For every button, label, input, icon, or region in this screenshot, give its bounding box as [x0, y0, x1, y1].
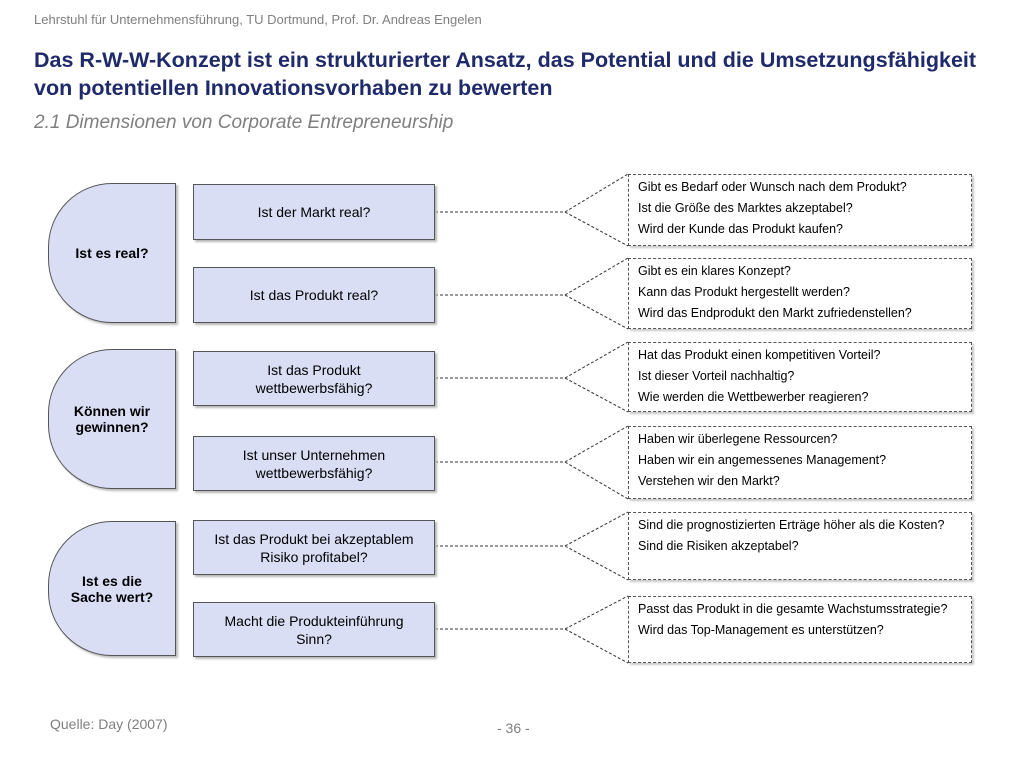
detail-item: Sind die Risiken akzeptabel?	[638, 539, 799, 553]
detail-item: Verstehen wir den Markt?	[638, 474, 780, 488]
question-box	[193, 184, 435, 240]
detail-item: Ist die Größe des Marktes akzeptabel?	[638, 201, 853, 215]
detail-box	[628, 258, 972, 329]
dimension-label: Ist es die Sache wert?	[70, 572, 154, 605]
detail-item: Haben wir ein angemessenes Management?	[638, 453, 887, 467]
detail-item: Ist dieser Vorteil nachhaltig?	[638, 369, 795, 383]
question-box	[193, 602, 435, 657]
connector-1	[435, 174, 628, 246]
question-label: Macht die Produkteinführung Sinn?	[224, 612, 404, 647]
question-label: Ist unser Unternehmen wettbewerbsfähig?	[242, 446, 386, 481]
detail-box	[628, 596, 972, 663]
connector-6	[435, 596, 628, 663]
detail-item: Hat das Produkt einen kompetitiven Vorteil?	[638, 348, 881, 362]
detail-item: Passt das Produkt in die gesamte Wachstumsstrategie?	[638, 602, 948, 616]
detail-box	[628, 426, 972, 499]
connector-4	[435, 426, 628, 499]
header-institution: Lehrstuhl für Unternehmensführung, TU Dortmund, Prof. Dr. Andreas Engelen	[34, 12, 482, 27]
question-label: Ist das Produkt wettbewerbsfähig?	[255, 361, 373, 396]
source-citation: Quelle: Day (2007)	[50, 716, 168, 732]
detail-box	[628, 342, 972, 412]
slide-title: Das R-W-W-Konzept ist ein strukturierter Ansatz, das Potential und die Umsetzungsfähigkeit von potentiellen Innovationsvorhaben zu bewerten	[34, 48, 977, 100]
question-box	[193, 351, 435, 406]
dimension-label: Ist es real?	[75, 245, 149, 261]
detail-item: Kann das Produkt hergestellt werden?	[638, 285, 850, 299]
detail-item: Wird das Top-Management es unterstützen?	[638, 623, 884, 637]
detail-item: Sind die prognostizierten Erträge höher als die Kosten?	[638, 518, 945, 532]
dimension-win	[48, 349, 176, 489]
detail-box	[628, 174, 972, 246]
dimension-worth	[48, 521, 176, 656]
question-label: Ist das Produkt real?	[249, 287, 379, 303]
slide-subtitle: 2.1 Dimensionen von Corporate Entrepreneurship	[34, 112, 454, 133]
dimension-real	[48, 183, 176, 323]
question-box	[193, 520, 435, 575]
connector-2	[435, 258, 628, 329]
detail-item: Gibt es Bedarf oder Wunsch nach dem Produkt?	[638, 180, 907, 194]
dimension-label: Können wir gewinnen?	[73, 403, 151, 435]
question-label: Ist das Produkt bei akzeptablem Risiko profitabel?	[214, 530, 414, 565]
question-box	[193, 436, 435, 491]
connector-5	[435, 512, 628, 580]
detail-item: Wird das Endprodukt den Markt zufriedenstellen?	[638, 306, 912, 320]
detail-box	[628, 512, 972, 580]
detail-item: Wird der Kunde das Produkt kaufen?	[638, 222, 843, 236]
detail-item: Haben wir überlegene Ressourcen?	[638, 432, 838, 446]
page-number: - 36 -	[497, 720, 530, 736]
question-label: Ist der Markt real?	[257, 204, 371, 220]
question-box	[193, 267, 435, 323]
detail-item: Wie werden die Wettbewerber reagieren?	[638, 390, 869, 404]
detail-item: Gibt es ein klares Konzept?	[638, 264, 791, 278]
connector-3	[435, 342, 628, 412]
